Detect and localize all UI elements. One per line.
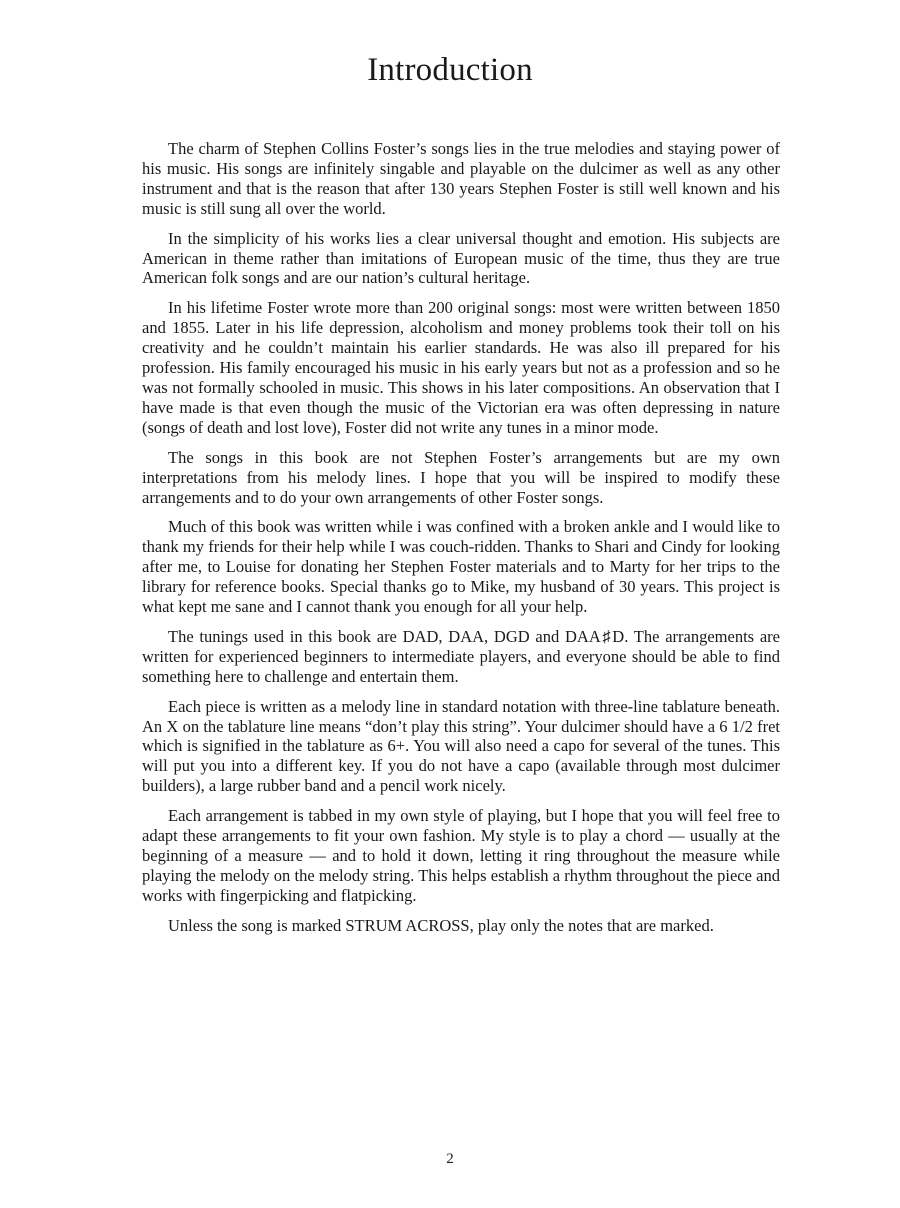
page-number: 2 — [446, 1151, 454, 1167]
paragraph-1: The charm of Stephen Collins Foster’s songs lies in the true melodies and staying power of his music. His songs are infinitely singable and playable on the dulcimer as well as any other instrument and that is the reason that after 130 years Stephen Foster is still well known and his music is still sung all over the world. — [142, 139, 780, 218]
paragraph-8: Each arrangement is tabbed in my own style of playing, but I hope that you will feel free to adapt these arrangements to fit your own fashion. My style is to play a chord — usually at the beginning of a measure — and to hold it down, letting it ring throughout the measure while playing the melody on the melody string. This helps establish a rhythm throughout the piece and works with fingerpicking and flatpicking. — [142, 806, 780, 905]
paragraph-3: In his lifetime Foster wrote more than 200 original songs: most were written between 1850 and 1855. Later in his life depression, alcoholism and money problems took their toll on his creativity and he couldn’t maintain his earlier standards. He was also ill prepared for his profession. His family encouraged his music in his early years but not as a profession and so he was not formally schooled in music. This shows in his later compositions. An observation that I have made is that even though the music of the Victorian era was often depressing in nature (songs of death and lost love), Foster did not write any tunes in a minor mode. — [142, 298, 780, 437]
paragraph-9: Unless the song is marked STRUM ACROSS, play only the notes that are marked. — [168, 915, 714, 935]
paragraph-4: The songs in this book are not Stephen Foster’s arrangements but are my own interpretations from his melody lines. I hope that you will be inspired to modify these arrangements and to do your own arrangements of other Foster songs. — [142, 447, 780, 507]
paragraph-5: Much of this book was written while i was confined with a broken ankle and I would like to thank my friends for their help while I was couch-ridden. Thanks to Shari and Cindy for looking after me, to Louise for donating her Stephen Foster materials and to Marty for her trips to the library for reference books. Special thanks go to Mike, my husband of 30 years. This project is what kept me sane and I cannot thank you enough for all your help. — [142, 517, 780, 617]
paragraph-2: In the simplicity of his works lies a clear universal thought and emotion. His subjects are American in theme rather than imitations of European music of the time, thus they are true American folk songs and are our nation’s cultural heritage. — [142, 228, 780, 288]
paragraph-6: The tunings used in this book are DAD, DAA, DGD and DAA♯D. The arrangements are written for experienced beginners to intermediate players, and everyone should be able to find something here to challenge and entertain them. — [142, 626, 780, 686]
paragraph-7: Each piece is written as a melody line in standard notation with three-line tablature beneath. An X on the tablature line means “don’t play this string”. Your dulcimer should have a 6 1/2 fret which is signified in the tablature as 6+. You will also need a capo for several of the tunes. This will put you into a different key. If you do not have a capo (available through most dulcimer builders), a large rubber band and a pencil work nicely. — [142, 696, 780, 796]
page-title: Introduction — [367, 52, 533, 88]
body-text — [142, 139, 780, 946]
